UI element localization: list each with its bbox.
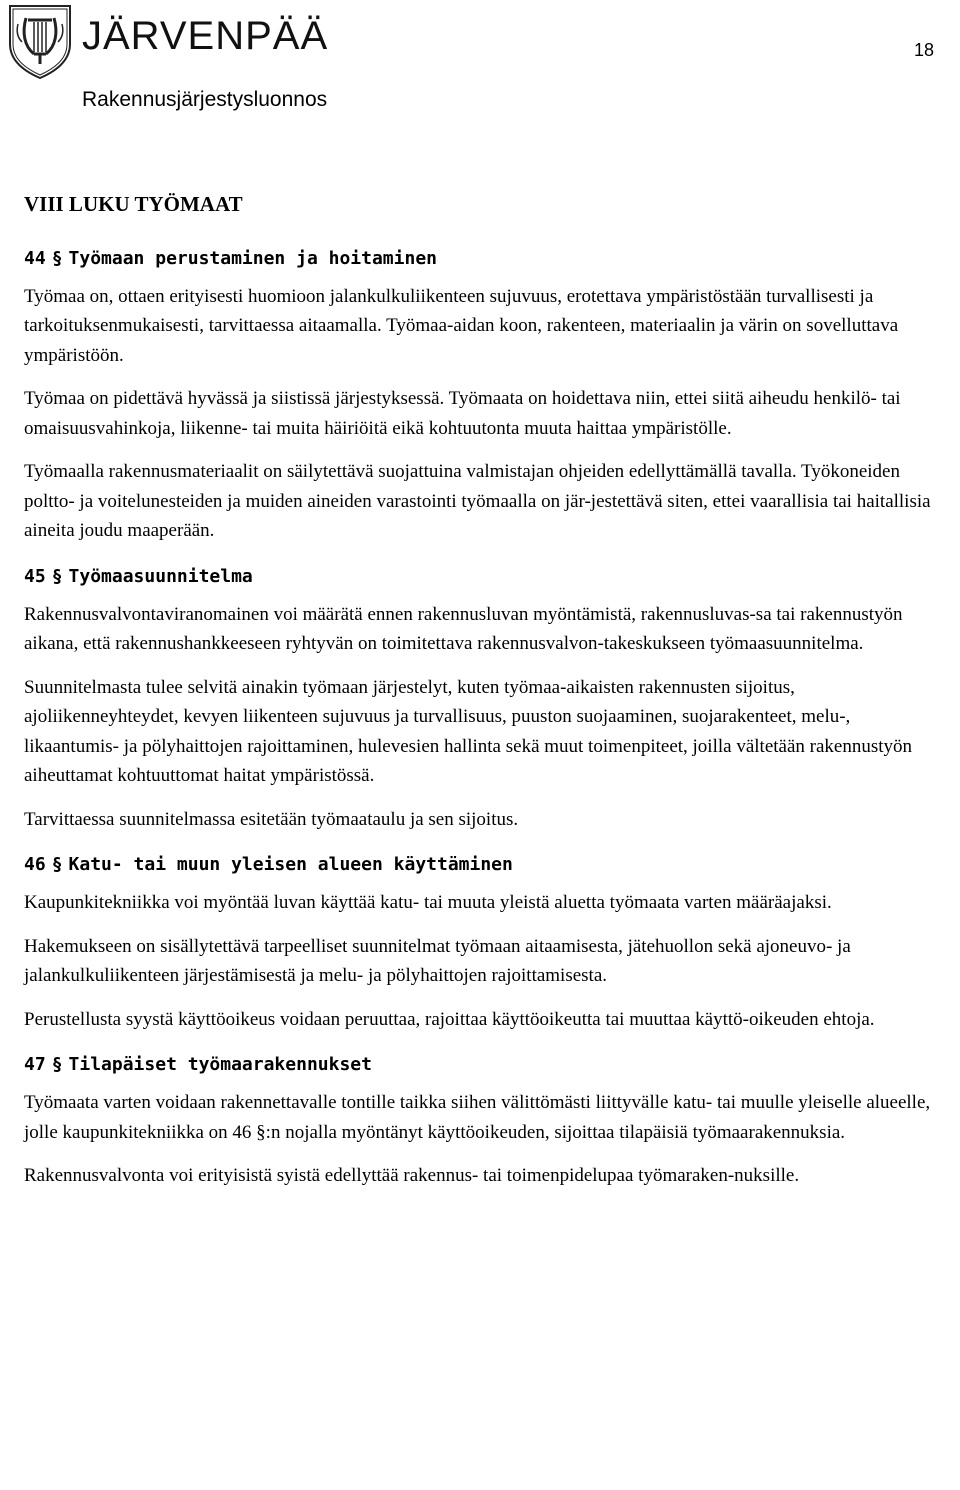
section-symbol: § xyxy=(51,247,63,269)
section-title: Katu- tai muun yleisen alueen käyttäminen xyxy=(68,854,513,875)
paragraph: Suunnitelmasta tulee selvitä ainakin työmaan järjestelyt, kuten työmaa-aikaisten rakennusten sijoitus, ajoliikenneyhteydet, kevyen liikenteen sujuvuus ja turvallisuus, puuston suojaaminen, suojarakenteet, melu-, likaantumis- ja pölyhaittojen rajoittaminen, hulevesien hallinta sekä muut toimenpiteet, joilla vältetään rakennustyön aiheuttamat kohtuuttomat haitat ympäristössä. xyxy=(24,676,913,786)
section-number: 47 xyxy=(24,1054,46,1075)
section-45 xyxy=(24,564,940,835)
section-47 xyxy=(24,1052,940,1191)
section-heading xyxy=(24,564,940,590)
section-symbol: § xyxy=(51,854,63,875)
section-title: Tilapäiset työmaarakennukset xyxy=(68,1054,372,1075)
section-title: Työmaan perustaminen ja hoitaminen xyxy=(68,247,437,269)
section-symbol: § xyxy=(51,1054,63,1075)
page-number: 18 xyxy=(913,40,934,60)
paragraph: Työmaalla rakennusmateriaalit on säilytettävä suojattuina valmistajan ohjeiden edellyttämällä tavalla. Työkoneiden poltto- ja voitelunesteiden ja muiden aineiden varastointi työmaalla on jär-jestettävä siten, ettei vaarallisia tai haitallisia aineita joudu maaperään. xyxy=(24,461,931,541)
section-number: 45 xyxy=(24,565,46,587)
paragraph: Perustellusta syystä käyttöoikeus voidaan peruuttaa, rajoittaa käyttöoikeutta tai muuttaa käyttö-oikeuden ehtoja. xyxy=(24,1008,875,1030)
paragraph: Työmaa on, ottaen erityisesti huomioon jalankulkuliikenteen sujuvuus, erotettava ympäristöstään turvallisesti ja tarkoituksenmukaisesti, tarvittaessa aitaamalla. Työmaa-aidan koon, rakenteen, materiaalin ja värin on sovelluttava ympäristöön. xyxy=(24,285,899,366)
section-46 xyxy=(24,852,940,1034)
section-number: 44 xyxy=(24,247,46,269)
section-heading xyxy=(24,246,940,272)
section-44 xyxy=(24,246,940,546)
section-title: Työmaasuunnitelma xyxy=(68,565,253,587)
paragraph: Tarvittaessa suunnitelmassa esitetään työmaataulu ja sen sijoitus. xyxy=(24,808,519,830)
paragraph: Rakennusvalvontaviranomainen voi määrätä ennen rakennusluvan myöntämistä, rakennusluvas-sa tai rakennustyön aikana, että rakennushankkeeseen ryhtyvän on toimitettava rakennusvalvon-takeskukseen työmaasuunnitelma. xyxy=(24,603,903,654)
section-heading xyxy=(24,852,940,878)
paragraph: Hakemukseen on sisällytettävä tarpeelliset suunnitelmat työmaan aitaamisesta, jätehuollon sekä ajoneuvo- ja jalankulkuliikenteen järjestämisestä ja melu- ja pölyhaittojen rajoittamisesta. xyxy=(24,935,851,986)
section-number: 46 xyxy=(24,854,46,875)
chapter-title: VIII LUKU TYÖMAAT xyxy=(24,192,243,216)
paragraph: Kaupunkitekniikka voi myöntää luvan käyttää katu- tai muuta yleistä aluetta työmaata varten määräajaksi. xyxy=(24,892,832,913)
paragraph: Rakennusvalvonta voi erityisistä syistä edellyttää rakennus- tai toimenpidelupaa työmaraken-nuksille. xyxy=(24,1165,800,1186)
paragraph: Työmaata varten voidaan rakennettavalle tontille taikka siihen välittömästi liittyvälle katu- tai muulle yleiselle alueelle, jolle kaupunkitekniikka on 46 §:n nojalla myöntänyt käyttöoikeuden, sijoittaa tilapäisiä työmaarakennuksia. xyxy=(24,1092,931,1143)
section-heading xyxy=(24,1052,940,1078)
lyre-crest-icon xyxy=(4,2,76,80)
section-symbol: § xyxy=(51,565,63,587)
brand-wordmark: JÄRVENPÄÄ xyxy=(82,14,329,58)
document-title: Rakennusjärjestysluonnos xyxy=(82,88,328,111)
document-body xyxy=(24,190,940,1205)
paragraph: Työmaa on pidettävä hyvässä ja siistissä järjestyksessä. Työmaata on hoidettava niin, ettei siitä aiheudu henkilö- tai omaisuusvahinkoja, liikenne- tai muita häiriöitä eikä kohtuutonta muuta haittaa ympäristölle. xyxy=(24,388,901,439)
page-header xyxy=(0,0,960,120)
